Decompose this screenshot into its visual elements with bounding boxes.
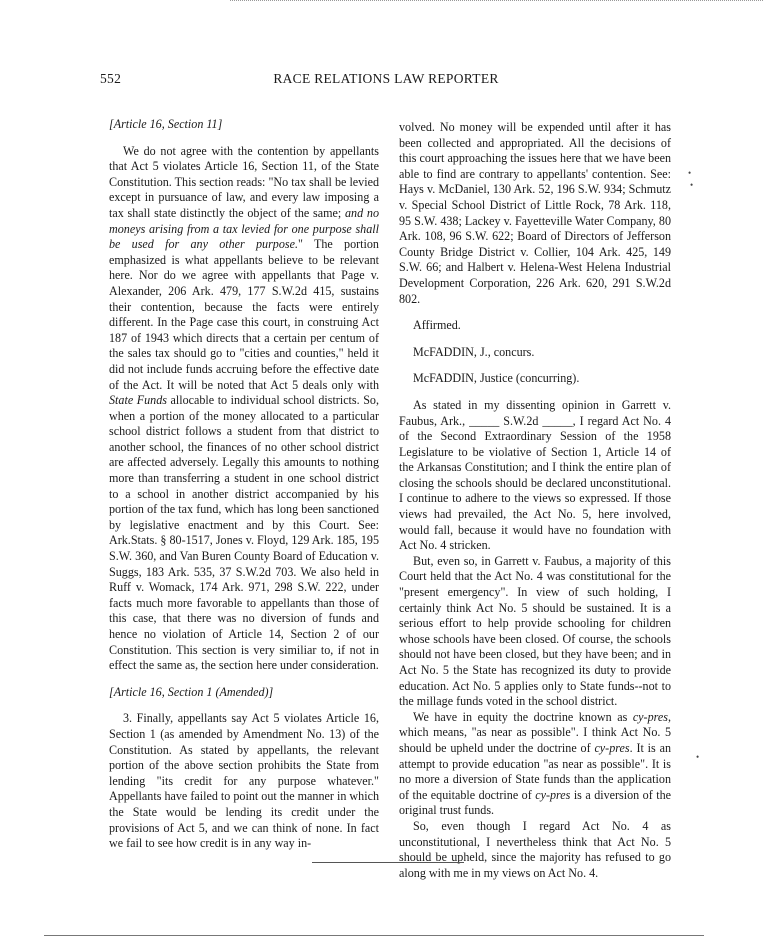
bottom-scan-edge bbox=[44, 935, 704, 936]
subhead-article16-section11: [Article 16, Section 11] bbox=[109, 117, 223, 131]
scan-mark: • bbox=[696, 752, 700, 762]
scan-mark: • bbox=[688, 168, 692, 178]
page-number: 552 bbox=[100, 71, 122, 86]
paragraph-right-6: So, even though I regard Act No. 4 as unconstitutional, I nevertheless think that Act No. 5 should be upheld, since the majority has refused to go along with me in my views on Act No. 4. bbox=[399, 818, 671, 880]
paragraph-left-1: We do not agree with the contention by appellants that Act 5 violates Article 16, Section 11, of the State Constitution. This section reads: "No tax shall be levied except in pursuance of law, and every law imposing a tax shall state distinctly the object of the same; and no moneys arising from a tax levied for one purpose shall be used for any other purpose." The portion emphasized is what appellants believe to be relevant here. Nor do we agree with appellants that Page v. Alexander, 206 Ark. 479, 177 S.W.2d 415, sustains their contention, because the facts were entirely different. In the Page case this court, in construing Act 187 of 1943 which directs that a certain per centum of the sales tax should go to "cities and counties," held it did not include funds accruing before the effective date of the Act. It will be noted that Act 5 deals only with State Funds allocable to individual school districts. So, when a portion of the money allocated to a particular school district follows a student from that district to another school, the finances of no other school district are affected adversely. Legally this amounts to nothing more than transferring a student in one school district to a school in another district accompanied by his portion of the tax fund, which has long been sanctioned by legislative enactment and by this Court. See: Ark.Stats. § 80-1517, Jones v. Floyd, 129 Ark. 185, 195 S.W. 360, and Van Buren County Board of Education v. Suggs, 183 Ark. 535, 37 S.W.2d 703. We also held in Ruff v. Womack, 174 Ark. 971, 298 S.W. 222, under facts much more favorable to appellants than those of this case, that there was no diversion of funds and hence no violation of Article 14, Section 2 of our Constitution. This section is very similiar to, if not in effect the same as, the section here under consideration. bbox=[109, 143, 379, 673]
page-header bbox=[100, 71, 672, 87]
end-rule bbox=[312, 862, 464, 863]
subhead-article16-section1: [Article 16, Section 1 (Amended)] bbox=[109, 684, 274, 699]
concurring-heading: McFADDIN, Justice (concurring). bbox=[413, 371, 580, 386]
left-column bbox=[109, 117, 379, 852]
paragraph-right-5: We have in equity the doctrine known as cy-pres, which means, "as near as possible". I think Act No. 5 should be upheld under the doctrine of cy-pres. It is an attempt to provide education "as near as possible". It is no more a diversion of State funds than the application of the equitable doctrine of cy-pres is a diversion of the original trust funds. bbox=[399, 709, 671, 818]
right-column bbox=[399, 120, 671, 881]
top-scan-edge bbox=[230, 0, 763, 1]
paragraph-right-4: But, even so, in Garrett v. Faubus, a majority of this Court held that the Act No. 4 was constitutional for the "present emergency". In view of such holding, I certainly think Act No. 5 should be sustained. It is a serious effort to help provide schooling for children whose schools have been closed. Of course, the schools should not have been closed, but they have been; and in Act No. 5 the State has recognized its duty to provide education. Act No. 5 applies only to State funds--not to the millage funds voted in the school district. bbox=[399, 553, 671, 709]
paragraph-right-3: As stated in my dissenting opinion in Garrett v. Faubus, Ark., _____ S.W.2d _____, I regard Act No. 4 of the Second Extraordinary Session of the 1958 Legislature to be violative of Section 1, Article 14 of the Arkansas Constitution; and I think the entire plan of closing the schools should be declared unconstitutional. I continue to adhere to the views so expressed. If those views had prevailed, the Act No. 5, here involved, would fall, because it would have no foundation with Act No. 4 stricken. bbox=[399, 397, 671, 553]
concurs-line: McFADDIN, J., concurs. bbox=[413, 344, 535, 359]
paragraph-left-2: 3. Finally, appellants say Act 5 violates Article 16, Section 1 (as amended by Amendment No. 13) of the Constitution. As stated by appellants, the relevant portion of the above section prohibits the State from lending "its credit for any purpose whatever." Appellants have failed to point out the manner in which the State would be lending its credit under the provisions of Act 5, and we can think of none. In fact we fail to see how credit is in any way in- bbox=[109, 711, 379, 851]
scan-mark: • bbox=[690, 180, 694, 190]
affirmed-line: Affirmed. bbox=[413, 318, 461, 333]
running-title: RACE RELATIONS LAW REPORTER bbox=[273, 71, 499, 86]
paragraph-right-continued: volved. No money will be expended until after it has been collected and appropriated. All the decisions of this court approaching the issues here that we have been able to find are contrary to appellants' contention. See: Hays v. McDaniel, 130 Ark. 52, 196 S.W. 934; Schmutz v. Special School District of Little Rock, 78 Ark. 118, 95 S.W. 438; Lackey v. Fayetteville Water Company, 80 Ark. 108, 96 S.W. 622; Board of Directors of Jefferson County Bridge District v. Collier, 104 Ark. 425, 149 S.W. 66; and Halbert v. Helena-West Helena Industrial Development Corporation, 226 Ark. 620, 291 S.W.2d 802. bbox=[399, 120, 671, 306]
